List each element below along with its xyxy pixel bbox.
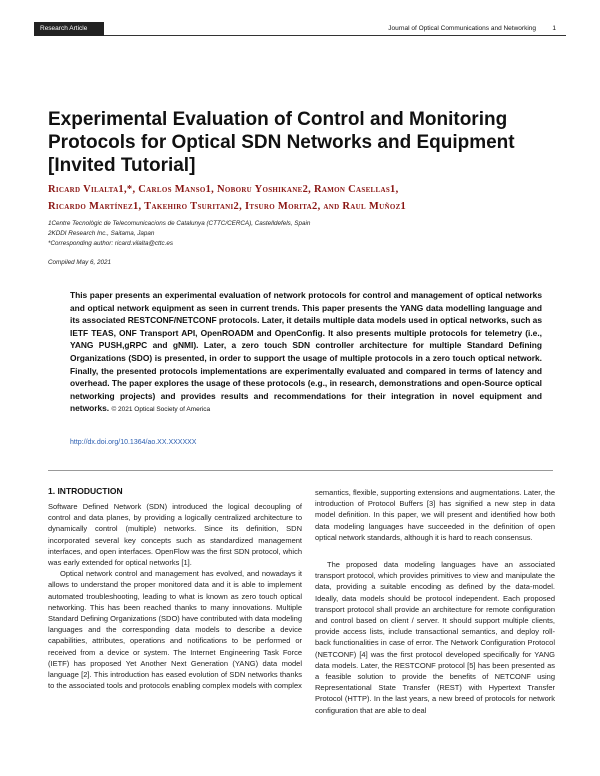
article-type-label: Research Article [34, 22, 104, 36]
doi-link[interactable]: http://dx.doi.org/10.1364/ao.XX.XXXXXX [70, 439, 197, 446]
journal-name: Journal of Optical Communications and Networking [104, 22, 566, 36]
abstract [70, 289, 542, 417]
affiliations [48, 219, 568, 249]
affiliation-2: 2KDDI Research Inc., Saitama, Japan [48, 230, 155, 237]
paper-title: Experimental Evaluation of Control and Monitoring Protocols for Optical SDN Networks and Equipment [Invited Tutorial] [48, 109, 515, 176]
running-header [34, 22, 566, 36]
paragraph: semantics, flexible, supporting extensions and augmentations. Later, the introduction of Protocol Buffers [3] has signified a new step in data model definition. In this paper, we will present and identified how both data modeling languages have succeeded in the definition of open optical network standards, although it is hard to reach consensus. [315, 488, 555, 542]
author-line-2: Ricardo Martínez1, Takehiro Tsuritani2, Itsuro Morita2, and Raul Muñoz1 [48, 201, 407, 212]
left-column [48, 501, 302, 691]
compiled-date: Compiled May 6, 2021 [48, 259, 112, 266]
right-column [315, 487, 555, 716]
author-line-1: Ricard Vilalta1,*, Carlos Manso1, Noboru Yoshikane2, Ramon Casellas1, [48, 184, 399, 195]
divider [48, 470, 553, 471]
affiliation-1: 1Centre Tecnològic de Telecomunicacions de Catalunya (CTTC/CERCA), Castelldefels, Spain [48, 220, 311, 227]
paragraph: Software Defined Network (SDN) introduced the logical decoupling of control and data planes, by providing a logically centralized architecture to dynamically control (multiple) networks. Since its definition, SDN incorporated several key concepts such as standardized management interfaces, and open interfaces. OpenFlow was the first SDN protocol, which was early extended for optical networks [1]. [48, 502, 302, 568]
author-list [48, 181, 568, 215]
corresponding-author: *Corresponding author: ricard.vilalta@cttc.es [48, 240, 174, 247]
page-number: 1 [552, 25, 556, 32]
paragraph: Optical network control and management has evolved, and nowadays it allows to understand the proper monitored data and it is able to implement automated troubleshooting, leading to what is known as zero touch optical networking. This has been reached thanks to many innovations. Multiple Standard Defining Organizations (SDO) have contributed with data modeling languages and the corresponding data models to describe a device capabilities, attributes, operations and notifications to be performed or received from a device or system. The Internet Engineering Task Force (IETF) has proposed Yet Another Next Generation (YANG) data model language [2]. This introduction has eased evolution of SDN networks thanks to the associated tools and protocols enabling complex models with complex [48, 569, 302, 691]
copyright: © 2021 Optical Society of America [111, 406, 211, 414]
section-heading: 1. INTRODUCTION [48, 486, 123, 496]
abstract-text: This paper presents an experimental evaluation of network protocols for control and management of optical networks and optical network equipment as seen in current trends. This paper presents the YANG data modelling language and its associated RESTCONF/NETCONF protocols. Later, it details multiple data models used in optical networks, such as IETF TEAS, ONF Transport API, OpenROADM and OpenConfig. It also presents multiple protocols for telemetry (i.e., YANG PUSH,gRPC and gNMI). Later, a zero touch SDN controller architecture for multiple Standard Defining Organizations (SDO) is presented, in order to support the usage of multiple protocols in a zero touch optical network. Finally, the presented protocols implementations are experimentally evaluated and compared in terms of latency and overhead. The paper explores the usage of these protocols (e.g., in research, demonstrations and open-Source optical networking projects) and provides results and recommendations for their integration in novel equipment and networks. [70, 290, 542, 414]
paragraph: The proposed data modeling languages have an associated transport protocol, which provides primitives to view and manipulate the data, providing a suitable encoding as defined by the data-model. Ideally, data models should be protocol independent. Each proposed transport protocol shall provide an architecture for remote configuration and control based on client / server. It should support multiple clients, provide access lists, include transactional semantics, and deploy roll-back functionalities in case of error. The Network Configuration Protocol (NETCONF) [4] was the first protocol developed specifically for YANG data models. Later, the RESTCONF protocol [5] has been presented as a feasible solution to provide the benefits of NETCONF using Representational State Transfer (REST) with Hypertext Transfer Protocol (HTTP). In the last years, a new breed of protocols for network configuration that are able to deal [315, 560, 555, 715]
